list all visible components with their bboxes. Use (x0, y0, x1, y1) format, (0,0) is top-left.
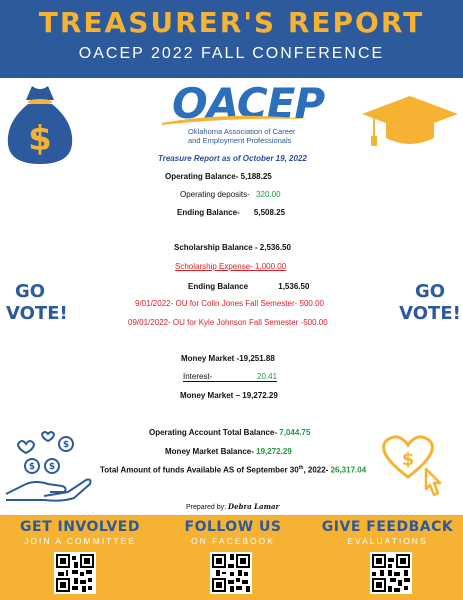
footer-get-involved (10, 519, 150, 546)
facebook-qr-code[interactable] (210, 552, 252, 594)
footer-col2-sub: ON FACEBOOK (191, 536, 275, 546)
committee-qr-code[interactable] (54, 552, 96, 594)
page-title: TREASURER'S REPORT (38, 6, 425, 39)
total-funds-label-2: , 2022- (303, 465, 329, 475)
svg-text:$: $ (28, 462, 36, 472)
go-vote-right-line1: GO (414, 281, 446, 302)
prepared-signature: Debra Lamar (228, 502, 280, 511)
total-funds-sup: th (298, 465, 304, 471)
ending-balance-row (177, 208, 285, 217)
prepared-by (186, 502, 279, 511)
go-vote-right (398, 281, 462, 325)
footer-col1-sub: JOIN A COMMITTEE (24, 536, 136, 546)
operating-total-row (149, 428, 310, 437)
operating-deposits-label: Operating deposits- (180, 190, 250, 199)
money-bag-icon (2, 82, 78, 168)
logo-wordmark: OACEP (172, 79, 325, 128)
money-market-end: Money Market – 19,272.29 (180, 391, 278, 400)
operating-total-label: Operating Account Total Balance- (149, 428, 278, 437)
logo-tagline-1: Oklahoma Association of Career (188, 127, 296, 136)
scholarship-ending-value: 1,536.50 (278, 282, 310, 291)
scholarship-ending-label: Ending Balance (188, 282, 249, 291)
money-market-start: Money Market -19,251.88 (181, 354, 275, 363)
operating-balance-row (165, 172, 272, 181)
money-market-balance-label: Money Market Balance- (165, 447, 254, 456)
interest-value: 20.41 (257, 372, 278, 381)
page-subtitle: OACEP 2022 FALL CONFERENCE (78, 45, 385, 62)
total-funds-value: 26,317.04 (330, 465, 367, 475)
svg-text:$: $ (48, 462, 56, 472)
operating-balance-label: Operating Balance- (165, 172, 239, 181)
ending-balance-value: 5,508.25 (253, 208, 286, 217)
go-vote-right-line2: VOTE! (399, 303, 461, 324)
interest-row (183, 372, 277, 382)
ending-balance-label: Ending Balance- (177, 208, 240, 217)
svg-text:$: $ (62, 440, 70, 450)
evaluations-qr-code[interactable] (370, 552, 412, 594)
scholarship-ending-row (188, 282, 309, 291)
graduation-cap-icon (360, 92, 460, 154)
operating-total-value: 7,044.75 (279, 428, 311, 437)
footer-banner (0, 515, 463, 600)
logo-tagline-2: and Employment Professionals (188, 136, 292, 145)
operating-deposits-row (180, 190, 281, 199)
footer-col3-sub: EVALUATIONS (347, 536, 428, 546)
total-funds-row (100, 465, 366, 475)
go-vote-left-line2: VOTE! (6, 303, 68, 324)
qr-code-icon (212, 554, 250, 592)
footer-col2-title: FOLLOW US (184, 519, 282, 535)
scholarship-balance: Scholarship Balance - 2,536.50 (174, 243, 291, 252)
total-funds-label-1: Total Amount of funds Available AS of September 30 (100, 465, 299, 475)
qr-code-icon (56, 554, 94, 592)
svg-text:$: $ (401, 449, 415, 470)
oacep-logo (160, 79, 325, 149)
footer-give-feedback (315, 519, 460, 546)
report-date-line: Treasure Report as of October 19, 2022 (158, 154, 307, 163)
footer-follow-us (163, 519, 303, 546)
operating-balance-value: 5,188.25 (240, 172, 272, 181)
money-market-balance-value: 19,272.29 (256, 447, 292, 456)
logo-swoosh (160, 113, 310, 127)
go-vote-left-line1: GO (14, 281, 46, 302)
expense-line-2: 09/01/2022- OU for Kyle Johnson Fall Semester -500.00 (128, 318, 328, 327)
scholarship-expense: Scholarship Expense- 1,000.00 (175, 262, 287, 271)
svg-text:$: $ (28, 119, 52, 159)
footer-col3-title: GIVE FEEDBACK (321, 519, 454, 535)
expense-line-1: 9/01/2022- OU for Colin Jones Fall Semester- 500.00 (135, 299, 324, 308)
header-banner (0, 0, 463, 78)
hand-with-coins-icon (4, 430, 100, 502)
go-vote-left (6, 281, 68, 325)
money-market-balance-row (165, 447, 292, 456)
interest-label: Interest- (183, 372, 257, 382)
qr-code-icon (372, 554, 410, 592)
footer-col1-title: GET INVOLVED (20, 519, 140, 535)
heart-click-icon (378, 425, 458, 505)
prepared-label: Prepared by: (186, 504, 227, 511)
operating-deposits-value: 320.00 (256, 190, 281, 199)
